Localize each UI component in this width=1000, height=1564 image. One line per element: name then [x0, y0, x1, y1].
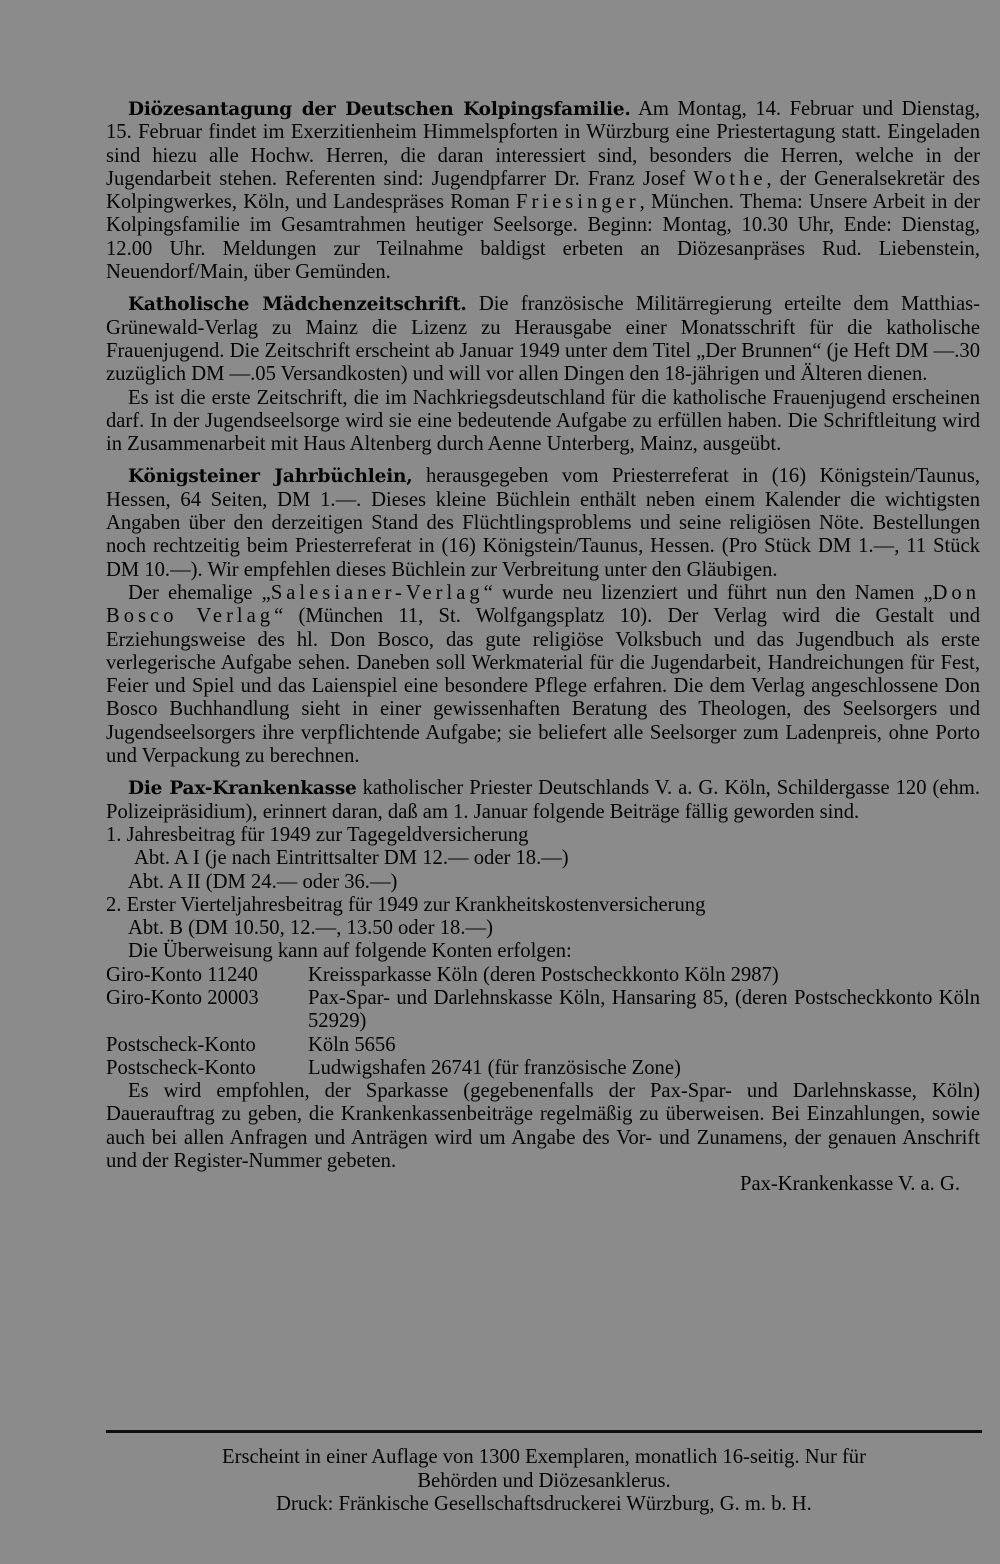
account-value: Ludwigshafen 26741 (für französische Zone) — [308, 1056, 681, 1079]
account-label: Giro-Konto 11240 — [106, 963, 258, 986]
account-value: Köln 5656 — [308, 1033, 396, 1056]
notice-body: Am Montag, 14. Februar und Dienstag, 15. Februar findet im Exerzitienheim Himmelspforten in Würzburg eine Priestertagung statt. Eingeladen sind hiezu alle Hochw. Herren, die daran interessiert sind, besonders die Herren, welche in der Jugendarbeit stehen. Referenten sind: Jugendpfarrer Dr. Franz Josef — [106, 98, 980, 190]
account-label: Postscheck-Konto — [106, 1056, 256, 1079]
account-value: Kreissparkasse Köln (deren Postscheckkonto Köln 2987) — [308, 963, 779, 986]
signature-row — [106, 1173, 980, 1196]
account-label: Postscheck-Konto — [106, 1033, 256, 1056]
list-item: 2. Erster Vierteljahresbeitrag für 1949 zur Krankheitskostenversicherung — [106, 893, 706, 916]
footer-line: Erscheint in einer Auflage von 1300 Exemplaren, monatlich 16-seitig. Nur für — [222, 1446, 866, 1468]
notice-paragraph: Es ist die erste Zeitschrift, die im Nachkriegsdeutschland für die katholische Frauenjugend erscheinen darf. In der Jugendseelsorge wird sie eine bedeutende Aufgabe zu erfüllen haben. Die Schriftleitung wird in Zusammenarbeit mit Haus Altenberg durch Aenne Unterberg, Mainz, ausgeübt. — [106, 386, 980, 456]
footer-line: Druck: Fränkische Gesellschaftsdruckerei Würzburg, G. m. b. H. — [276, 1493, 812, 1515]
account-row — [106, 987, 980, 1034]
main-text-column — [106, 98, 980, 1197]
list-subitem: Abt. B (DM 10.50, 12.—, 13.50 oder 18.—) — [128, 917, 493, 940]
account-row — [106, 1034, 980, 1057]
notice-body: Die französische Militärregierung erteilte dem Matthias-Grünewald-Verlag zu Mainz die Lizenz zu Herausgabe einer Monatsschrift für die katholische Frauenjugend. Die Zeitschrift erscheint ab Januar 1949 unter dem Titel „Der Brunnen“ (je Heft DM —.30 zuzüglich DM —.05 Versandkosten) und will vor allen Dingen den 18-jährigen und Älteren dienen. — [106, 293, 980, 386]
notice-body: “ wurde neu lizenziert und führt nun den Namen „ — [483, 581, 933, 604]
notice-body: herausgegeben vom Priesterreferat in (16) Königstein/Taunus, Hessen, 64 Seiten, DM 1.—. Dieses kleine Büchlein enthält neben einem Kalender die wichtigsten Angaben über den derzeitigen Stand des Flüchtlingsproblems und seine religiösen Nöte. Bestellungen noch rechtzeitig beim Priesterreferat in (16) Königstein/Taunus, Hessen. (Pro Stück DM 1.—, 11 Stück DM 10.—). Wir empfehlen dieses Büchlein zur Verbreitung unter den Gläubigen. — [106, 465, 981, 581]
notice-paragraph — [106, 582, 980, 768]
transfer-intro: Die Überweisung kann auf folgende Konten erfolgen: — [128, 940, 572, 963]
notice-body: , der Generalsekretär des Kolpingwerkes, Köln, und Landespräses Roman — [106, 167, 980, 214]
signature: Pax-Krankenkasse V. a. G. — [739, 1173, 960, 1196]
imprint-footer — [106, 1446, 982, 1517]
divider-rule — [106, 1430, 982, 1433]
account-label: Giro-Konto 20003 — [106, 986, 259, 1009]
list-item: 1. Jahresbeitrag für 1949 zur Tagegeldversicherung — [106, 823, 529, 846]
account-row — [106, 964, 980, 987]
account-value: Pax-Spar- und Darlehnskasse Köln, Hansaring 85, (deren Postscheckkonto Köln 52929) — [308, 986, 980, 1033]
spaced-name: Wothe — [693, 167, 767, 190]
notice-body: Der ehemalige „ — [128, 581, 271, 604]
account-row — [106, 1057, 980, 1080]
list-subitem: Abt. A I (je nach Eintrittsalter DM 12.— oder 18.—) — [134, 847, 569, 870]
spaced-name: Friesinger — [516, 191, 640, 214]
notice-heading: Die Pax-Krankenkasse — [128, 778, 357, 800]
notice-body: katholischer Priester Deutschlands V. a. G. Köln, Schildergasse 120 (ehm. Polizeipräsidium), erinnert daran, daß am 1. Januar folgende Beiträge fällig geworden sind. — [106, 777, 980, 823]
notice-heading: Königsteiner Jahrbüchlein, — [128, 466, 413, 488]
footer-line: Behörden und Diözesanklerus. — [417, 1469, 671, 1492]
notice-paragraph: Es wird empfohlen, der Sparkasse (gegebenenfalls der Pax-Spar- und Darlehnskasse, Köln) Dauerauftrag zu geben, die Krankenkassenbeiträge regelmäßig zu überweisen. Bei Einzahlungen, sowie auch bei allen Anfragen und Anträgen wird um Angabe des Vor- und Zunamens, der genauen Anschrift und der Register-Nummer gebeten. — [106, 1080, 980, 1173]
spaced-name: Don Bosco Verlag — [106, 581, 980, 628]
notice-maedchenzeitschrift — [106, 293, 980, 386]
notice-heading: Diözesantagung der Deutschen Kolpingsfamilie. — [128, 99, 631, 120]
notice-krankenkasse — [106, 777, 980, 824]
notice-body: “ (München 11, St. Wolfgangsplatz 10). Der Verlag wird die Gestalt und Erziehungsweise des hl. Don Bosco, das gute religiöse Volksbuch und das Jugendbuch als erste verlegerische Aufgabe sehen. Daneben soll Werkmaterial für die Jugendarbeit, Handreichungen für Fest, Feier und Spiel und das Laienspiel eine besondere Pflege erfahren. Die dem Verlag angeschlossene Don Bosco Buchhandlung sieht in einer gewissenhaften Beratung des Theologen, des Seelsorgers und Jugendseelsorgers ihre verpflichtende Aufgabe; sie beliefert alle Seelsorger zum Ladenpreis, ohne Porto und Verpackung zu berechnen. — [106, 605, 980, 768]
notice-jahrbuechlein — [106, 465, 980, 581]
spaced-name: Salesianer-Verlag — [270, 581, 484, 604]
notice-dioezesantagung — [106, 98, 980, 284]
notice-body: , München. Thema: Unsere Arbeit in der Kolpingsfamilie im Gesamtrahmen heutiger Seelsorge. Beginn: Montag, 10.30 Uhr, Ende: Dienstag, 12.00 Uhr. Meldungen zur Teilnahme baldigst erbeten an Diözesanpräses Rud. Liebenstein, Neuendorf/Main, über Gemünden. — [106, 191, 980, 284]
notice-heading: Katholische Mädchenzeitschrift. — [128, 294, 467, 316]
list-subitem: Abt. A II (DM 24.— oder 36.—) — [128, 870, 398, 893]
